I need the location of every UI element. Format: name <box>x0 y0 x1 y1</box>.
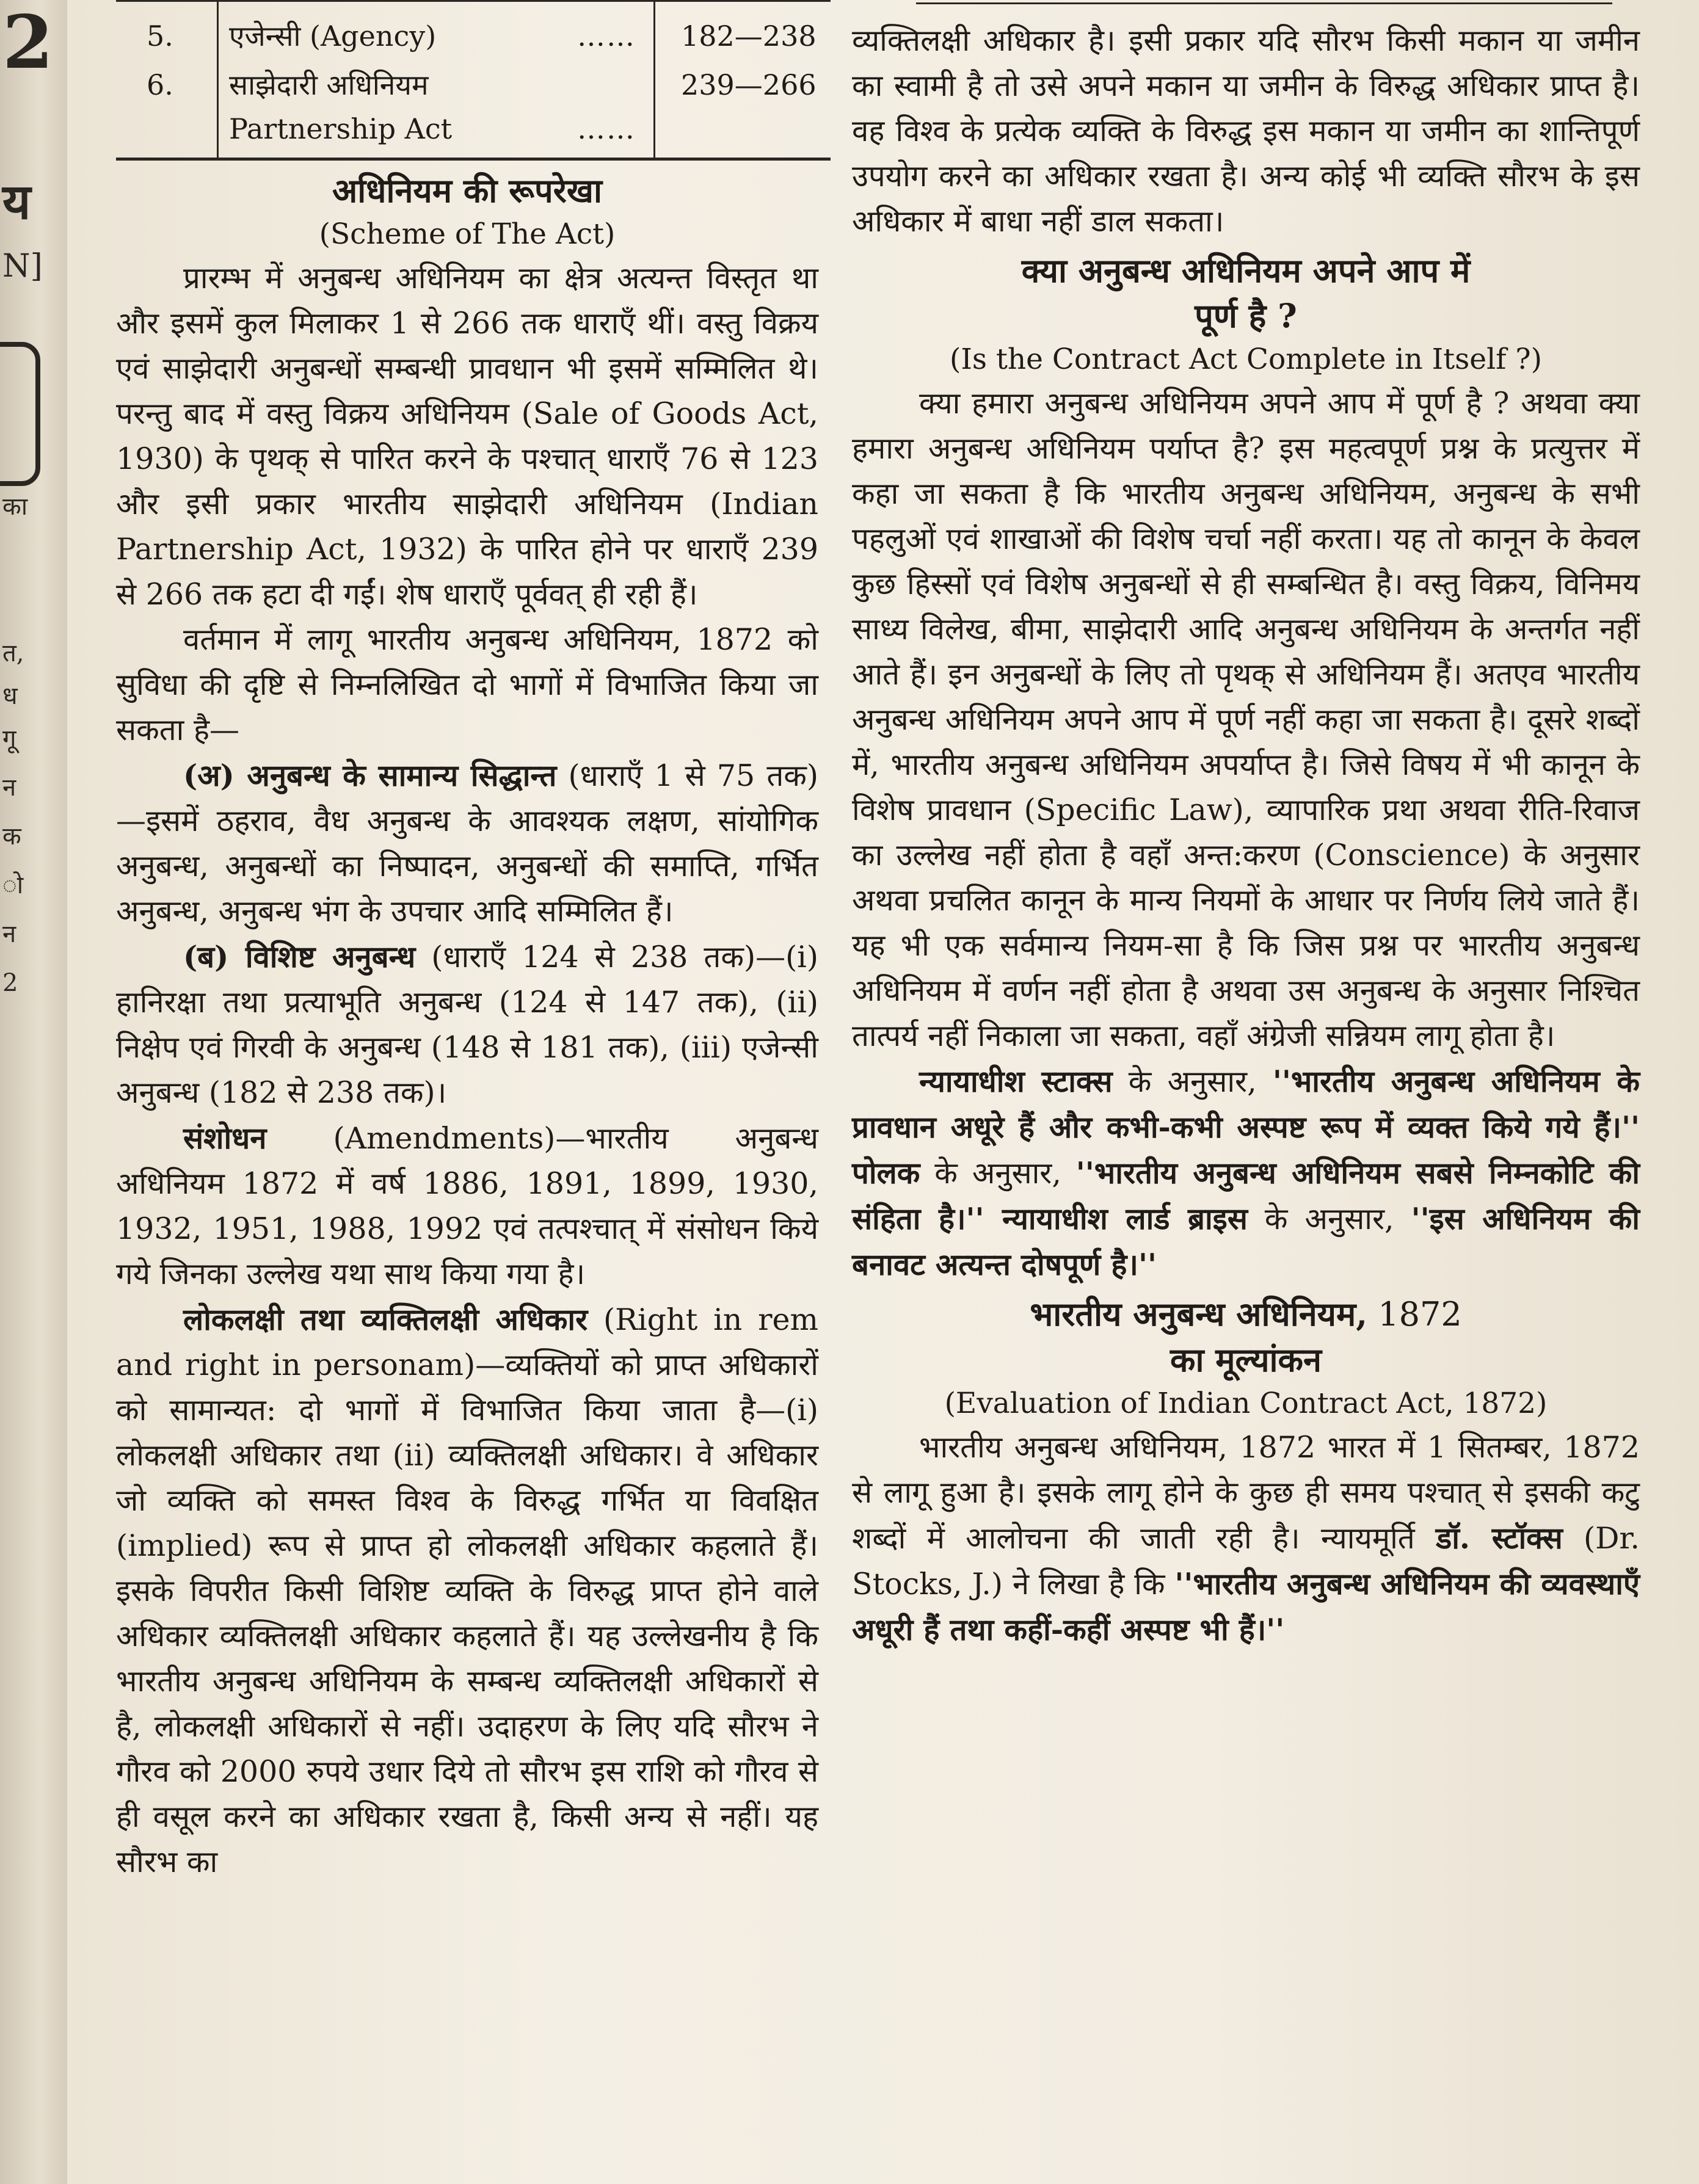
edge-glyph: य <box>2 173 31 230</box>
section-subheading: (Evaluation of Indian Contract Act, 1872) <box>944 1387 1548 1420</box>
paragraph: क्या हमारा अनुबन्ध अधिनियम अपने आप में पूर्ण है ? अथवा क्या हमारा अनुबन्ध अधिनियम पर्याप्त है? इस महत्वपूर्ण प्रश्न के प्रत्युत्तर में कहा जा सकता है कि भारतीय अनुबन्ध अधिनियम, अनुबन्ध के सभी पहलुओं एवं शाखाओं की विशेष चर्चा नहीं करता। यह तो कानून के केवल कुछ हिस्सों एवं विशेष अनुबन्धों से ही सम्बन्धित है। वस्तु विक्रय, विनिमय साध्य विलेख, बीमा, साझेदारी आदि अनुबन्ध अधिनियम के अन्तर्गत नहीं आते हैं। इन अनुबन्धों के लिए तो पृथक् से अधिनियम हैं। अतएव भारतीय अनुबन्ध अधिनियम अपने आप में पूर्ण नहीं कहा जा सकता है। दूसरे शब्दों में, भारतीय अनुबन्ध अधिनियम अपर्याप्त है। जिसे विषय में भी कानून के विशेष प्रावधान (Specific Law), व्यापारिक प्रथा अथवा रीति-रिवाज का उल्लेख नहीं होता है वहाँ अन्त:करण (Conscience) के अनुसार अथवा प्रचलित कानून के मान्य नियमों के आधार पर निर्णय लिये जाते हैं। यह भी एक सर्वमान्य नियम-सा है कि जिस प्रश्न पर भारतीय अनुबन्ध अधिनियम में वर्णन नहीं होता है अथवा उस अनुबन्ध के अनुसार निश्चित तात्पर्य नहीं निकाला जा सकता, वहाँ अंग्रेजी सन्नियम लागू होता है। <box>852 386 1640 1053</box>
paragraph-lead: (ब) विशिष्ट अनुबन्ध <box>183 939 416 974</box>
section-subheading: (Is the Contract Act Complete in Itself ?) <box>950 343 1542 376</box>
paragraph <box>116 934 818 1116</box>
paragraph-text: (धाराएँ 1 से 75 तक)—इसमें ठहराव, वैध अनुबन्ध के आवश्यक लक्षण, सांयोगिक अनुबन्ध, अनुबन्धों का निष्पादन, अनुबन्धों की समाप्ति, गर्भित अनुबन्ध, अनुबन्ध भंग के उपचार आदि सम्मिलित हैं। <box>116 758 819 929</box>
paragraph-lead: डॉ. स्टॉक्स <box>1436 1520 1563 1556</box>
row-dots: …… <box>577 20 636 53</box>
book-page <box>67 0 1699 2184</box>
table-row <box>116 14 831 58</box>
edge-glyph: त, <box>2 639 24 667</box>
edge-glyph: 2 <box>2 0 54 85</box>
paragraph <box>116 753 818 934</box>
edge-glyph: ध <box>2 682 18 710</box>
paragraph-lead: (अ) अनुबन्ध के सामान्य सिद्धान्त <box>183 758 557 793</box>
edge-glyph: क <box>2 822 21 851</box>
section-heading: क्या अनुबन्ध अधिनियम अपने आप में <box>1021 251 1471 290</box>
paragraph: प्रारम्भ में अनुबन्ध अधिनियम का क्षेत्र अत्यन्त विस्तृत था और इसमें कुल मिलाकर 1 से 266 तक धाराएँ थीं। वस्तु विक्रय एवं साझेदारी अनुबन्धों सम्बन्धी प्रावधान भी इसमें सम्मिलित थे। परन्तु बाद में वस्तु विक्रय अधिनियम (Sale of Goods Act, 1930) के पृथक् से पारित करने के पश्चात् धाराएँ 76 से 123 और इसी प्रकार भारतीय साझेदारी अधिनियम (Indian Partnership Act, 1932) के पारित होने पर धाराएँ 239 से 266 तक हटा दी गईं। शेष धाराएँ पूर्ववत् ही रही हैं। <box>116 261 818 612</box>
paragraph-text: भारतीय अनुबन्ध अधिनियम, 1872 भारत में 1 सितम्बर, 1872 से लागू हुआ है। इसके लागू होने के कुछ ही समय पश्चात् से इसकी कटु शब्दों में आलोचना की जाती रही है। न्यायमूर्ति <box>852 1430 1640 1556</box>
right-column <box>852 18 1640 1653</box>
paragraph-text: (Right in rem and right in personam)—व्यक्तियों को प्राप्त अधिकारों को सामान्यत: दो भागों में विभाजित किया जाता है—(i) लोकलक्षी अधिकार तथा (ii) व्यक्तिलक्षी अधिकार। वे अधिकार जो व्यक्ति को समस्त विश्व के विरुद्ध गर्भित या विवक्षित (implied) रूप से प्राप्त हो लोकलक्षी अधिकार कहलाते हैं। इसके विपरीत किसी विशिष्ट व्यक्ति के विरुद्ध प्राप्त होने वाले अधिकार व्यक्तिलक्षी अधिकार कहलाते हैं। यह उल्लेखनीय है कि भारतीय अनुबन्ध अधिनियम के सम्बन्ध व्यक्तिलक्षी अधिकारों से है, लोकलक्षी अधिकारों से नहीं। उदाहरण के लिए यदि सौरभ ने गौरव को 2000 रुपये उधार दिये तो सौरभ इस राशि को गौरव से ही वसूल करने का अधिकार रखता है, किसी अन्य से नहीं। यह सौरभ का <box>116 1302 819 1879</box>
section-heading: का मूल्यांकन <box>1170 1340 1322 1379</box>
paragraph-text: (Amendments)—भारतीय अनुबन्ध अधिनियम 1872 में वर्ष 1886, 1891, 1899, 1930, 1932, 1951, 1988, 1992 एवं तत्पश्चात् में संसोधन किये गये जिनका उल्लेख यथा साथ किया गया है। <box>116 1121 818 1291</box>
section-heading <box>852 1291 1640 1337</box>
paragraph-text: (Dr. Stocks, J.) ने लिखा है कि <box>852 1521 1640 1602</box>
section-heading: पूर्ण है ? <box>1195 296 1297 335</box>
paragraph <box>852 1059 1640 1288</box>
heading-text: भारतीय अनुबन्ध अधिनियम, <box>1030 1294 1368 1333</box>
quotation: ''भारतीय अनुबन्ध अधिनियम सबसे निम्नकोटि की संहिता है।'' न्यायाधीश लार्ड ब्राइस <box>852 1155 1640 1236</box>
paragraph-text: (धाराएँ 124 से 238 तक)—(i) हानिरक्षा तथा प्रत्याभूति अनुबन्ध (124 से 147 तक), (ii) निक्षेप एवं गिरवी के अनुबन्ध (148 से 181 तक), (iii) एजेन्सी अनुबन्ध (182 से 238 तक)। <box>116 940 818 1110</box>
book-spine-edge <box>0 0 70 2184</box>
edge-glyph: ो <box>2 871 24 899</box>
heading-year: 1872 <box>1367 1295 1462 1333</box>
edge-glyph: न <box>2 920 16 948</box>
paragraph <box>852 1425 1640 1653</box>
paragraph-text: के अनुसार, <box>920 1156 1076 1191</box>
section-subheading: (Scheme of The Act) <box>319 217 616 251</box>
quotation: ''इस अधिनियम की बनावट अत्यन्त दोषपूर्ण है।'' <box>852 1201 1640 1282</box>
table-row <box>116 63 831 107</box>
row-range: 239—266 <box>681 68 817 101</box>
paragraph: वर्तमान में लागू भारतीय अनुबन्ध अधिनियम, 1872 को सुविधा की दृष्टि से निम्नलिखित दो भागों में विभाजित किया जा सकता है— <box>116 622 818 747</box>
contents-table <box>116 0 831 161</box>
edge-glyph: का <box>2 493 28 521</box>
row-title: Partnership Act <box>229 112 453 145</box>
paragraph: व्यक्तिलक्षी अधिकार है। इसी प्रकार यदि सौरभ किसी मकान या जमीन का स्वामी है तो उसे अपने मकान या जमीन के विरुद्ध अधिकार प्राप्त है। वह विश्व के प्रत्येक व्यक्ति के विरुद्ध इस मकान या जमीन का शान्तिपूर्ण उपयोग करने का अधिकार रखता है। अन्य कोई भी व्यक्ति सौरभ के इस अधिकार में बाधा नहीं डाल सकता। <box>852 23 1640 239</box>
paragraph-lead: पोलक <box>852 1155 920 1191</box>
left-column <box>92 0 818 1885</box>
paragraph-text: के अनुसार, <box>1247 1202 1411 1236</box>
row-range: 182—238 <box>681 20 817 53</box>
edge-glyph: 2 <box>2 969 18 997</box>
paragraph-text: के अनुसार, <box>1112 1064 1273 1099</box>
quotation: ''भारतीय अनुबन्ध अधिनियम के प्रावधान अधूरे हैं और कभी-कभी अस्पष्ट रूप में व्यक्त किये गये हैं।'' <box>852 1064 1640 1145</box>
row-title: साझेदारी अधिनियम <box>229 68 429 101</box>
row-title: एजेन्सी (Agency) <box>229 20 437 53</box>
paragraph-lead: संशोधन <box>183 1120 267 1156</box>
table-row <box>116 107 831 151</box>
edge-glyph: N] <box>2 248 43 285</box>
top-rule <box>916 2 1612 4</box>
quotation: ''भारतीय अनुबन्ध अधिनियम की व्यवस्थाएँ अधूरी हैं तथा कहीं-कहीं अस्पष्ट भी हैं।'' <box>852 1566 1640 1647</box>
edge-frame <box>0 342 40 486</box>
paragraph-lead: लोकलक्षी तथा व्यक्तिलक्षी अधिकार <box>183 1302 588 1337</box>
row-dots: …… <box>577 112 636 145</box>
left-body <box>92 161 818 1885</box>
edge-glyph: गू <box>2 725 16 753</box>
row-number: 5. <box>147 20 173 53</box>
edge-glyph: न <box>2 774 16 802</box>
paragraph <box>116 1116 818 1297</box>
row-number: 6. <box>147 68 173 101</box>
paragraph-lead: न्यायाधीश स्टाक्स <box>919 1064 1113 1099</box>
section-heading: अधिनियम की रूपरेखा <box>332 171 602 210</box>
paragraph <box>116 1297 818 1885</box>
